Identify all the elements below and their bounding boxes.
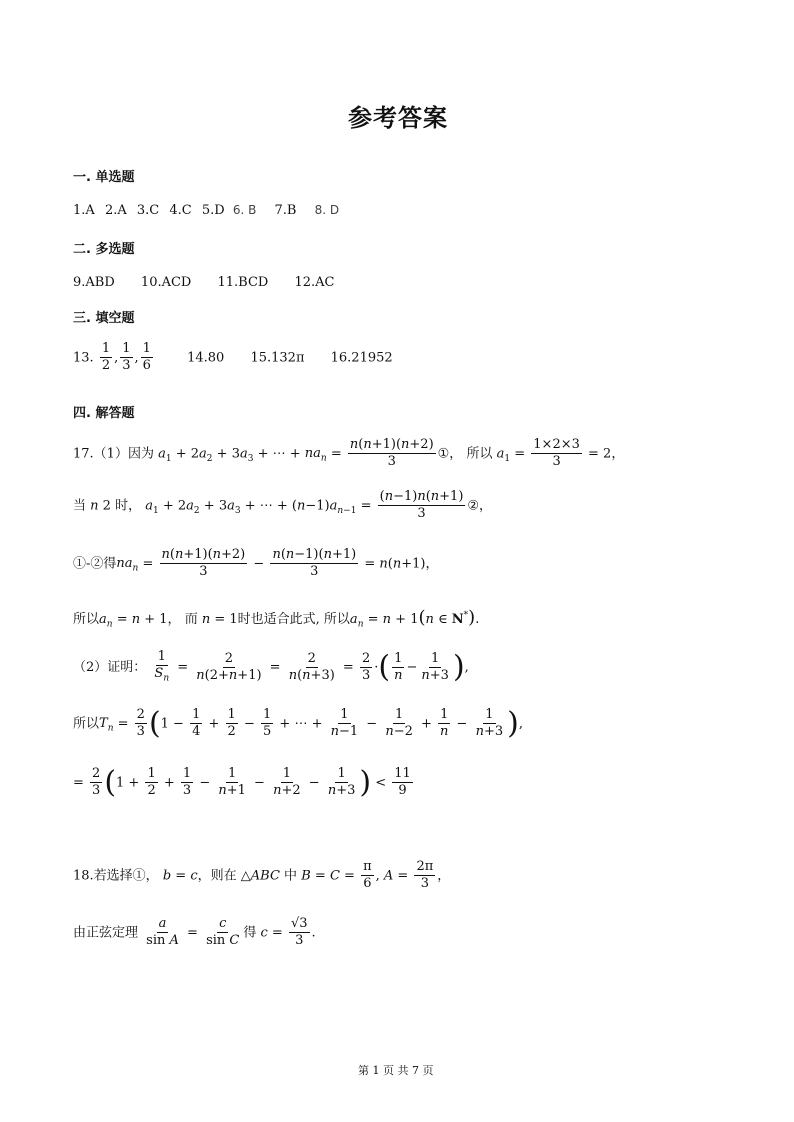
q17-line-4: 所以$a_n = n + 1$， 而 n = 1时也适合此式, 所以$a_n = n + 1(n$ ∈ N*).: [73, 607, 480, 630]
fraction-eleven-ninths: $\frac{11}{9}$: [394, 766, 411, 799]
q17-lead-text: 17.（1）因为: [73, 446, 154, 462]
answer-11: 11.BCD: [217, 275, 269, 290]
answer-5: 5.D: [201, 203, 225, 218]
q18-get-text: 得: [243, 925, 257, 941]
section-heading-fill-blank: 三. 填空题: [73, 311, 135, 326]
answer-8: 8. D: [314, 203, 340, 217]
section-heading-multiple-choice: 二. 多选题: [73, 242, 135, 257]
answer-10: 10.ACD: [140, 275, 192, 290]
answer-15: 15.132π: [250, 350, 305, 366]
fraction-a1: $\frac{1\times 2\times 3}{3}$: [533, 437, 580, 470]
q17-so-text: 所以: [466, 446, 493, 462]
single-choice-answers: [73, 203, 339, 218]
q18-line-2: 由正弦定理 $\frac{a}{\text{sin A}}$ = $\frac{c}{\text{sin C}}$ 得 c = $\frac{√3}{3}$ .: [73, 916, 316, 949]
fraction-sn-a: $\frac{2}{n(2+n+1)}$: [196, 650, 262, 683]
fraction-sum-prev: $\frac{(n-1)n(n+1)}{3}$: [379, 489, 464, 522]
section-heading-solutions: 四. 解答题: [73, 406, 135, 421]
answer-14: 14.80: [187, 350, 225, 366]
answer-16: 16.21952: [330, 350, 393, 366]
q18-line-1: 18.若选择①， b = c，则在 △ABC 中 B = C = $\frac{\pi}{6}$ , A = $\frac{2\pi}{3}$ ，: [73, 859, 451, 892]
q17-when-text: 当: [73, 498, 87, 514]
q17-diff-text: ①-②得: [73, 556, 117, 572]
page-title: 参考答案: [348, 103, 448, 132]
multiple-choice-answers: [73, 275, 335, 290]
q17-line-3: ①-②得$na_n$ = $\frac{n(n+1)(n+2)}{3}$ − $\frac{n(n-1)(n+1)}{3}$ = n(n+1)，: [73, 547, 439, 580]
answer-3: 3.C: [136, 203, 160, 218]
answer-1: 1.A: [73, 203, 95, 218]
fraction-sum-formula: $\frac{n(n+1)(n+2)}{3}$: [349, 437, 434, 470]
fraction-third: $\frac{1}{3}$: [122, 341, 131, 374]
q17-part2-line-2: 所以$T_n$ = $\frac{2}{3}$ (1 − $\frac{1}{4}$ + $\frac{1}{2}$ − $\frac{1}{5}$ + ⋯ + $\frac{1}{n-1}$ − $\frac{1}{n-2}$ + $\frac{1}{n}$ − $\frac{1}{n+3}$ ),: [73, 705, 523, 741]
q17-so2-text: 所以: [73, 612, 100, 627]
q17-line-2: 当 n 2 时， $a_1 + 2a_2 + 3a_3$ + ⋯ + $(n-1)a_{n-1}$ = $\frac{(n-1)n(n+1)}{3}$ ②，: [73, 489, 493, 522]
q18-in-text: 中: [284, 868, 298, 884]
fraction-diff-2: $\frac{n(n-1)(n+1)}{3}$: [272, 547, 357, 580]
fraction-sn-b: $\frac{2}{n(n+3)}$: [288, 650, 335, 683]
fraction-diff-1: $\frac{n(n+1)(n+2)}{3}$: [161, 547, 246, 580]
fraction-sixth: $\frac{1}{6}$: [142, 341, 151, 374]
q18-then-text: ，则在: [197, 868, 237, 884]
fraction-two-thirds: $\frac{2}{3}$: [361, 650, 371, 683]
answer-4: 4.C: [169, 203, 192, 218]
q17-part2-line-1: （2）证明： $\frac{1}{S_n}$ = $\frac{2}{n(2+n+1)}$ = $\frac{2}{n(n+3)}$ = $\frac{2}{3}$ ·( $\frac{1}{n}$ − $\frac{1}{n+3}$ ),: [73, 649, 469, 685]
q17-so3-text: 所以: [73, 716, 100, 732]
q17-also2-text: 时也适合此式, 所以: [237, 612, 350, 627]
fraction-1-over-sn: $\frac{1}{S_n}$: [154, 649, 170, 684]
answer-7: 7.B: [274, 203, 297, 218]
q18-sine-text: 由正弦定理: [73, 925, 139, 941]
fill-blank-answers: 13. $\frac{1}{2}$ , $\frac{1}{3}$ , $\frac{1}{6}$ 14.80 15.132π 16.21952: [73, 341, 393, 374]
q18-lead-text: 18.若选择①，: [73, 868, 159, 884]
page-footer: 第 1 页 共 7 页: [358, 1064, 434, 1077]
fraction-root3-over-3: $\frac{√3}{3}$: [290, 916, 308, 949]
answer-9: 9.ABD: [73, 275, 115, 290]
answer-13-label: 13.: [73, 350, 94, 366]
q17-line-1: 17.（1）因为 $a_1 + 2a_2 + 3a_3$ + ⋯ + $na_n$ = $\frac{n(n+1)(n+2)}{3}$ ①， 所以 $a_1$ = $\frac{1\times 2\times 3}{3}$ = 2，: [73, 437, 625, 470]
q17-part2-lead: （2）证明：: [73, 659, 147, 675]
q17-also-text: 而: [184, 612, 198, 627]
q17-part2-line-3: = $\frac{2}{3}$ (1 + $\frac{1}{2}$ + $\frac{1}{3}$ − $\frac{1}{n+1}$ − $\frac{1}{n+2}$ − $\frac{1}{n+3}$ ) < $\frac{11}{9}$: [73, 764, 411, 800]
section-heading-single-choice: 一. 单选题: [73, 170, 135, 185]
fraction-half: $\frac{1}{2}$: [101, 341, 111, 374]
answer-2: 2.A: [104, 203, 127, 218]
answer-12: 12.AC: [294, 275, 335, 290]
q17-when2-text: 2 时，: [102, 498, 142, 514]
answer-6: 6. B: [232, 203, 257, 217]
